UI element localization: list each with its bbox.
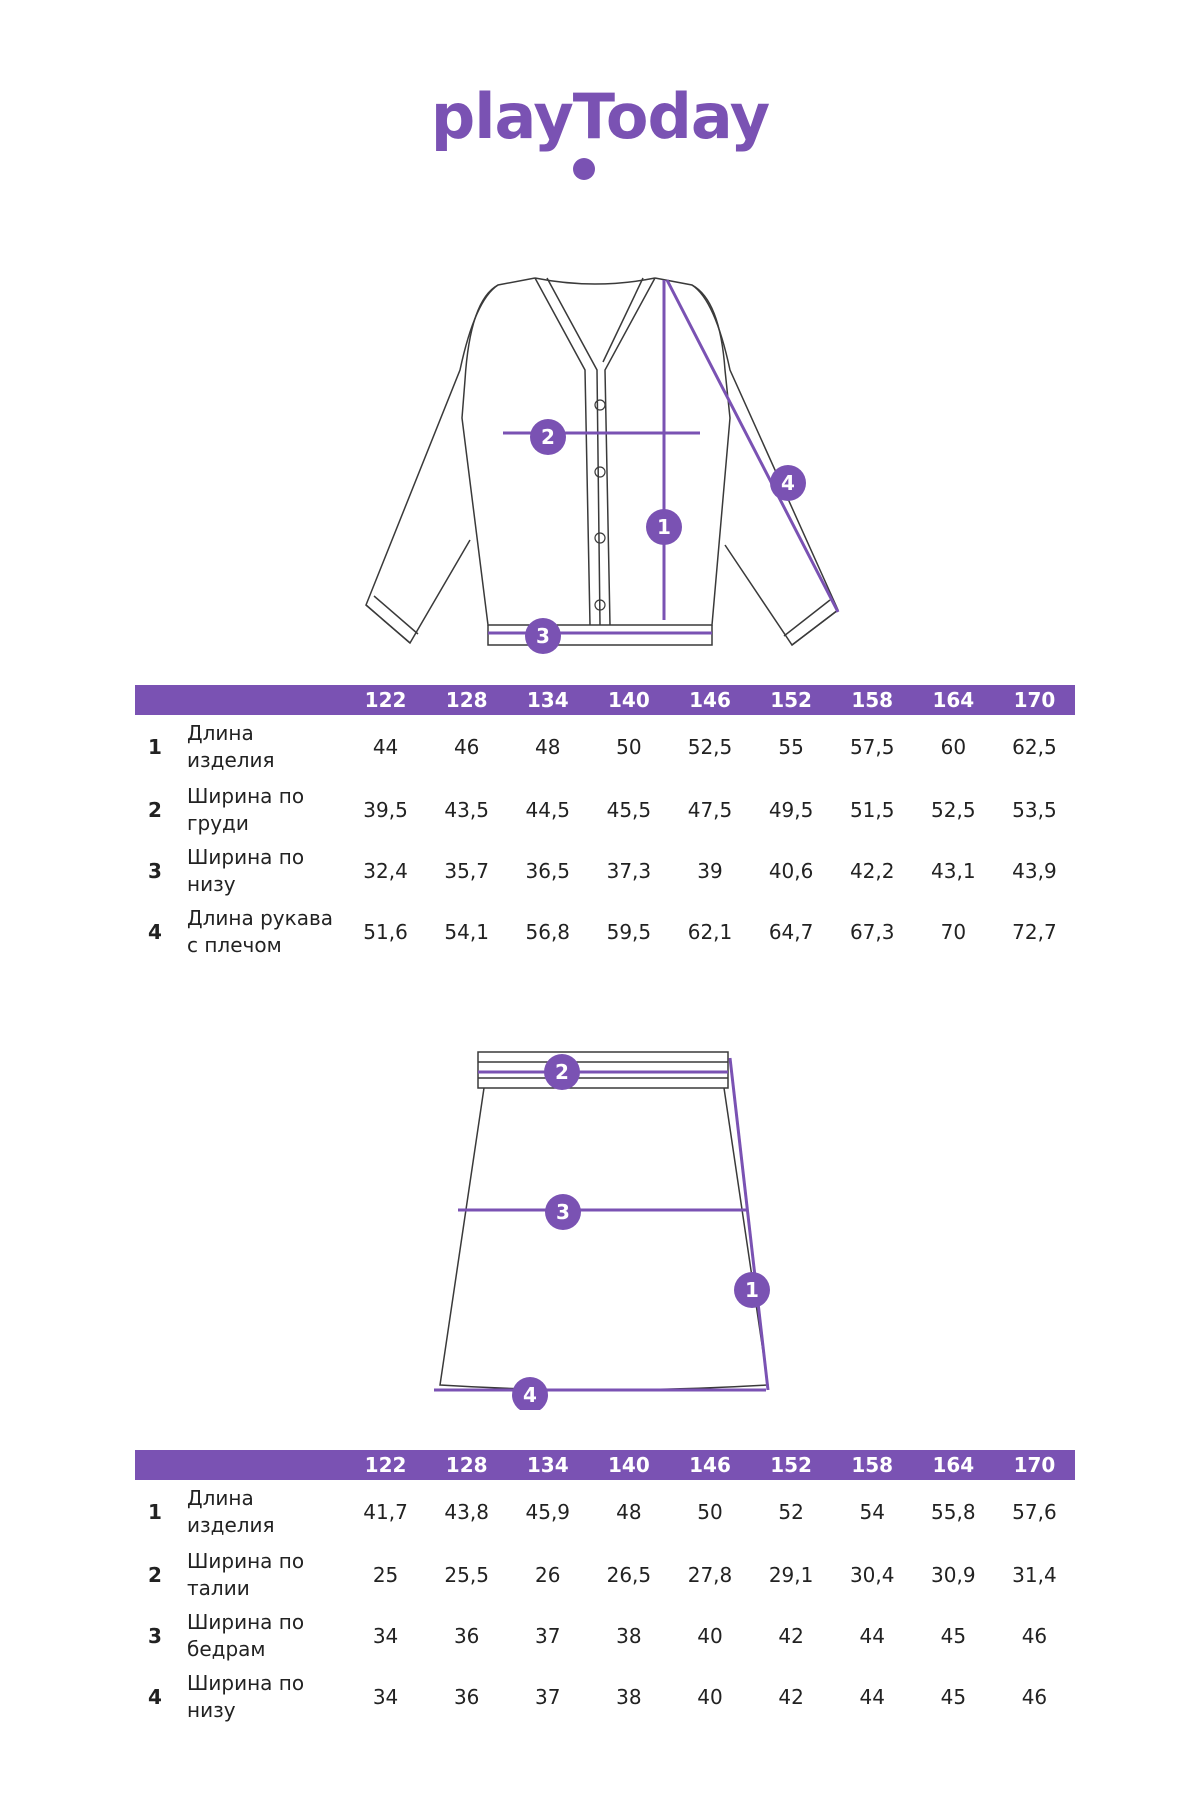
cell-value: 45,5 xyxy=(606,797,652,822)
cell-value: 59,5 xyxy=(606,919,652,944)
table-row xyxy=(135,1480,1075,1544)
cell-value: 51,5 xyxy=(849,797,895,822)
cell-value: 39 xyxy=(697,858,723,883)
header-spacer xyxy=(175,1450,345,1480)
cell-value: 60 xyxy=(940,735,967,759)
skirt-marker-2-label: 2 xyxy=(555,1060,569,1084)
cell-value: 64,7 xyxy=(768,919,814,944)
cell-value: 43,9 xyxy=(1012,858,1057,883)
cell-value: 40 xyxy=(697,1684,723,1709)
table-row xyxy=(135,1605,1075,1666)
cell-value: 40 xyxy=(697,1623,723,1648)
row-number: 4 xyxy=(148,919,162,944)
cardigan-marker-2-label: 2 xyxy=(541,425,555,449)
cell-value: 45 xyxy=(940,1684,967,1709)
skirt-marker-4-label: 4 xyxy=(523,1383,537,1407)
size-header: 152 xyxy=(751,685,832,715)
table-row xyxy=(135,840,1075,901)
size-header: 164 xyxy=(913,1450,994,1480)
size-header: 152 xyxy=(751,1450,832,1480)
cell-value: 31,4 xyxy=(1012,1562,1057,1587)
size-header: 146 xyxy=(669,1450,750,1480)
cell-value: 40,6 xyxy=(768,858,814,883)
cell-value: 35,7 xyxy=(444,858,489,883)
skirt-marker-1-label: 1 xyxy=(745,1278,759,1302)
cell-value: 30,4 xyxy=(849,1562,895,1587)
cell-value: 46 xyxy=(1021,1684,1048,1709)
cell-value: 39,5 xyxy=(363,797,408,822)
cell-value: 50 xyxy=(616,735,642,759)
row-number: 3 xyxy=(148,1623,162,1648)
size-header: 170 xyxy=(994,685,1075,715)
cell-value: 72,7 xyxy=(1012,919,1057,944)
cell-value: 44 xyxy=(372,735,399,759)
cell-value: 62,5 xyxy=(1012,735,1057,759)
row-number: 2 xyxy=(148,1562,162,1587)
cell-value: 38 xyxy=(616,1623,642,1648)
cardigan-marker-1-label: 1 xyxy=(657,515,671,539)
cell-value: 55 xyxy=(778,735,804,759)
size-header: 122 xyxy=(345,1450,426,1480)
cell-value: 25 xyxy=(372,1562,399,1587)
cell-value: 54 xyxy=(859,1500,885,1524)
cell-value: 36,5 xyxy=(525,858,571,883)
cell-value: 48 xyxy=(535,735,561,759)
cell-value: 52,5 xyxy=(687,735,733,759)
cardigan-size-table xyxy=(135,685,1075,962)
cell-value: 52,5 xyxy=(931,797,976,822)
cell-value: 34 xyxy=(372,1684,399,1709)
table-row xyxy=(135,779,1075,840)
cell-value: 70 xyxy=(940,919,967,944)
row-label: Ширина по груди xyxy=(187,783,305,835)
size-header: 140 xyxy=(588,685,669,715)
skirt-size-table xyxy=(135,1450,1075,1727)
cell-value: 48 xyxy=(616,1500,642,1524)
row-number: 4 xyxy=(148,1684,162,1709)
table-row xyxy=(135,901,1075,962)
size-header: 134 xyxy=(507,685,588,715)
row-label: Длина рукава с плечом xyxy=(187,905,334,957)
cell-value: 43,5 xyxy=(444,797,489,822)
size-header: 140 xyxy=(588,1450,669,1480)
cell-value: 43,1 xyxy=(931,858,976,883)
cell-value: 57,6 xyxy=(1012,1500,1057,1524)
cell-value: 34 xyxy=(372,1623,399,1648)
table-row xyxy=(135,1666,1075,1727)
cell-value: 30,9 xyxy=(931,1562,976,1587)
row-label: Ширина по низу xyxy=(187,844,305,896)
cell-value: 36 xyxy=(453,1623,480,1648)
cell-value: 51,6 xyxy=(363,919,408,944)
row-label: Длина изделия xyxy=(187,721,275,772)
row-label: Ширина по талии xyxy=(187,1548,305,1600)
size-header-row xyxy=(135,1450,1075,1480)
cell-value: 44 xyxy=(859,1684,885,1709)
cell-value: 57,5 xyxy=(849,735,895,759)
cell-value: 46 xyxy=(1021,1623,1048,1648)
cardigan-marker-4-label: 4 xyxy=(781,471,795,495)
skirt-diagram xyxy=(0,1030,1200,1410)
cell-value: 53,5 xyxy=(1012,797,1057,822)
cell-value: 56,8 xyxy=(525,919,571,944)
cell-value: 42 xyxy=(778,1623,804,1648)
header-spacer xyxy=(175,685,345,715)
cell-value: 54,1 xyxy=(444,919,489,944)
cell-value: 62,1 xyxy=(687,919,733,944)
row-label: Ширина по низу xyxy=(187,1670,305,1722)
cell-value: 32,4 xyxy=(363,858,408,883)
header-spacer xyxy=(135,685,175,715)
size-header: 170 xyxy=(994,1450,1075,1480)
cell-value: 26 xyxy=(535,1562,561,1587)
cell-value: 55,8 xyxy=(931,1500,976,1524)
cell-value: 42 xyxy=(778,1684,804,1709)
cell-value: 37 xyxy=(535,1684,561,1709)
cell-value: 29,1 xyxy=(768,1562,814,1587)
cell-value: 27,8 xyxy=(687,1562,733,1587)
brand-logo xyxy=(0,80,1200,153)
size-header: 128 xyxy=(426,685,507,715)
cell-value: 67,3 xyxy=(849,919,895,944)
cell-value: 44,5 xyxy=(525,797,571,822)
cell-value: 47,5 xyxy=(687,797,733,822)
row-number: 1 xyxy=(148,735,162,759)
cell-value: 52 xyxy=(778,1500,804,1524)
cell-value: 26,5 xyxy=(606,1562,652,1587)
cell-value: 44 xyxy=(859,1623,885,1648)
size-header: 146 xyxy=(669,685,750,715)
skirt-marker-3-label: 3 xyxy=(556,1200,570,1224)
table-row xyxy=(135,1544,1075,1605)
size-header: 158 xyxy=(832,685,913,715)
header-spacer xyxy=(135,1450,175,1480)
cell-value: 49,5 xyxy=(768,797,814,822)
cell-value: 43,8 xyxy=(444,1500,489,1524)
row-number: 3 xyxy=(148,858,162,883)
size-header-row xyxy=(135,685,1075,715)
row-number: 1 xyxy=(148,1500,162,1524)
cardigan-marker-3-label: 3 xyxy=(536,624,550,648)
cell-value: 46 xyxy=(453,735,480,759)
cell-value: 41,7 xyxy=(363,1500,408,1524)
cell-value: 37,3 xyxy=(606,858,652,883)
logo-dot xyxy=(573,158,595,180)
size-header: 158 xyxy=(832,1450,913,1480)
brand-name: playToday xyxy=(430,80,770,153)
cell-value: 38 xyxy=(616,1684,642,1709)
table-row xyxy=(135,715,1075,779)
cell-value: 37 xyxy=(535,1623,561,1648)
cell-value: 42,2 xyxy=(849,858,895,883)
cell-value: 45,9 xyxy=(525,1500,571,1524)
row-label: Ширина по бедрам xyxy=(187,1609,305,1661)
size-header: 134 xyxy=(507,1450,588,1480)
cell-value: 36 xyxy=(453,1684,480,1709)
cardigan-diagram xyxy=(0,260,1200,660)
cell-value: 50 xyxy=(697,1500,723,1524)
size-header: 128 xyxy=(426,1450,507,1480)
size-header: 122 xyxy=(345,685,426,715)
row-label: Длина изделия xyxy=(187,1486,275,1537)
cell-value: 25,5 xyxy=(444,1562,489,1587)
size-header: 164 xyxy=(913,685,994,715)
row-number: 2 xyxy=(148,797,162,822)
cell-value: 45 xyxy=(940,1623,967,1648)
